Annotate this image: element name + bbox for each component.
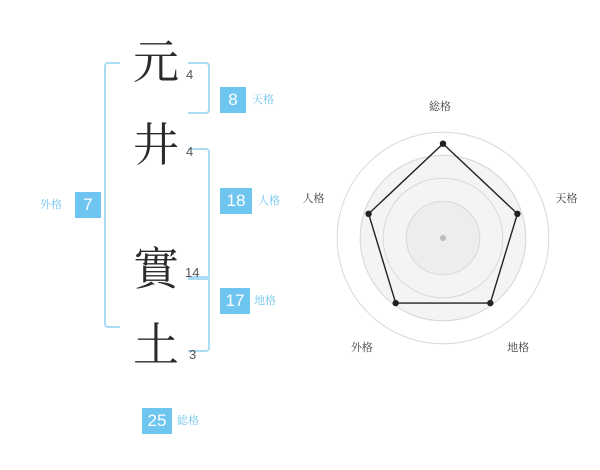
radar-axis-label: 総格 xyxy=(429,101,451,113)
jinkaku-value: 18 xyxy=(220,188,252,214)
name-char-2: 井 xyxy=(133,118,179,172)
radar-center-dot xyxy=(440,235,446,241)
radar-axis-label: 人格 xyxy=(302,192,325,205)
name-char-2-strokes: 4 xyxy=(186,144,194,159)
radar-axis-label: 地格 xyxy=(507,341,530,354)
name-char-3-strokes: 14 xyxy=(185,265,200,280)
name-char-4: 土 xyxy=(133,318,179,372)
jinkaku-bracket xyxy=(188,148,210,280)
chikaku-bracket xyxy=(188,276,210,352)
chikaku-value: 17 xyxy=(220,288,250,314)
gaikaku-value: 7 xyxy=(75,192,101,218)
name-char-3: 實 xyxy=(133,242,179,296)
radar-chart-svg xyxy=(318,113,568,363)
radar-axis-label: 天格 xyxy=(555,192,578,205)
tenkaku-value: 8 xyxy=(220,87,246,113)
name-char-1-strokes: 4 xyxy=(186,67,194,82)
soukaku-value: 25 xyxy=(142,408,172,434)
name-char-1: 元 xyxy=(133,35,179,89)
soukaku-label: 総格 xyxy=(177,415,199,427)
gaikaku-label: 外格 xyxy=(40,199,62,211)
outer-格-bracket xyxy=(104,62,120,328)
name-char-4-strokes: 3 xyxy=(189,347,197,362)
radar-axis-label: 外格 xyxy=(350,341,373,354)
tenkaku-label: 天格 xyxy=(252,94,274,106)
chikaku-label: 地格 xyxy=(254,295,276,307)
radar-chart xyxy=(302,101,578,368)
jinkaku-label: 人格 xyxy=(258,195,280,207)
